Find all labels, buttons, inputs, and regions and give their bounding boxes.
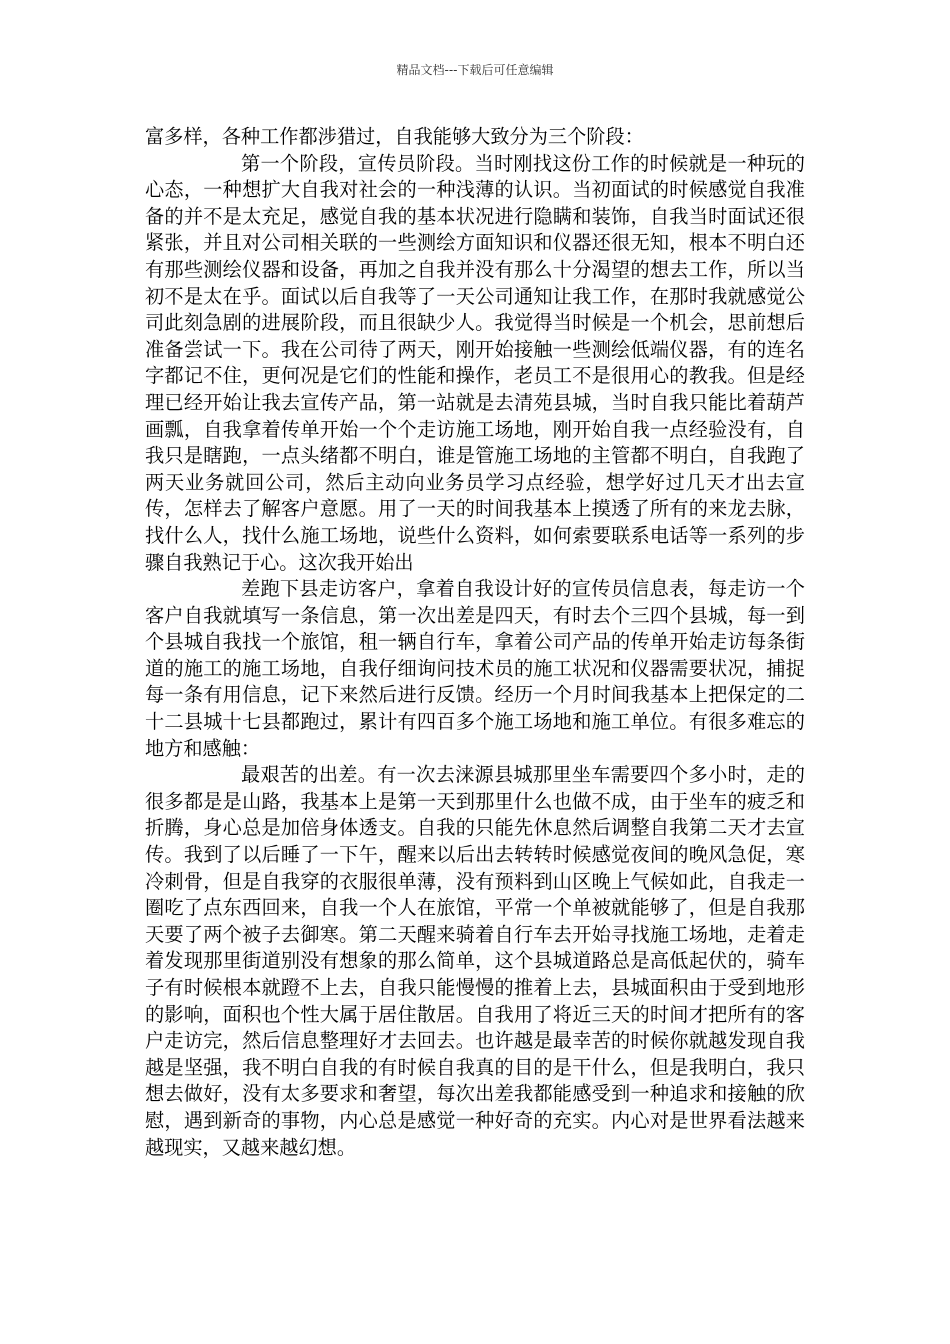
paragraph-stage-one: 第一个阶段，宣传员阶段。当时刚找这份工作的时候就是一种玩的心态，一种想扩大自我对社会的一种浅薄的认识。当初面试的时候感觉自我准备的并不是太充足，感觉自我的基本状况进行隐瞒和装饰，自我当时面试还很紧张，并且对公司相关联的一些测绘方面知识和仪器还很无知，根本不明白还有那些测绘仪器和设备，再加之自我并没有那么十分渴望的想去工作，所以当初不是太在乎。面试以后自我等了一天公司通知让我工作，在那时我就感觉公司此刻急剧的进展阶段，而且很缺少人。我觉得当时候是一个机会，思前想后准备尝试一下。我在公司待了两天，刚开始接触一些测绘低端仪器，有的连名字都记不住，更何况是它们的性能和操作，老员工不是很用心的教我。但是经理已经开始让我去宣传产品，第一站就是去清苑县城，当时自我只能比着葫芦画瓢，自我拿着传单开始一个个走访施工场地，刚开始自我一点经验没有，自我只是瞎跑，一点头绪都不明白，谁是管施工场地的主管都不明白，自我跑了两天业务就回公司，然后主动向业务员学习点经验，想学好过几天才出去宣传，怎样去了解客户意愿。用了一天的时间我基本上摸透了所有的来龙去脉，找什么人，找什么施工场地，说些什么资料，如何索要联系电话等一系列的步骤自我熟记于心。这次我开始出 (145, 151, 805, 574)
paragraph-hardest-trip: 最艰苦的出差。有一次去涞源县城那里坐车需要四个多小时，走的很多都是是山路，我基本上是第一天到那里什么也做不成，由于坐车的疲乏和折腾，身心总是加倍身体透支。自我的只能先休息然后调整自我第二天才去宣传。我到了以后睡了一下午，醒来以后出去转转时候感觉夜间的晚风急促，寒冷刺骨，但是自我穿的衣服很单薄，没有预料到山区晚上气候如此，自我走一圈吃了点东西回来，自我一个人在旅馆，平常一个单被就能够了，但是自我那天要了两个被子去御寒。第二天醒来骑着自行车去开始寻找施工场地，走着走着发现那里街道别没有想象的那么简单，这个县城道路总是高低起伏的，骑车子有时候根本就蹬不上去，自我只能慢慢的推着上去，县城面积由于受到地形的影响，面积也个性大属于居住散居。自我用了将近三天的时间才把所有的客户走访完，然后信息整理好才去回去。也许越是最幸苦的时候你就越发现自我越是坚强，我不明白自我的有时候自我真的目的是干什么，但是我明白，我只想去做好，没有太多要求和奢望，每次出差我都能感受到一种追求和接触的欣慰，遇到新奇的事物，内心总是感觉一种好奇的充实。内心对是世界看法越来越现实，又越来越幻想。 (145, 763, 805, 1159)
paragraph-field-visits: 差跑下县走访客户，拿着自我设计好的宣传员信息表，每走访一个客户自我就填写一条信息，第一次出差是四天，有时去个三四个县城，每一到个县城自我找一个旅馆，租一辆自行车，拿着公司产品的传单开始走访每条街道的施工的施工场地，自我仔细询问技术员的施工状况和仪器需要状况，捕捉每一条有用信息，记下来然后进行反馈。经历一个月时间我基本上把保定的二十二县城十七县都跑过，累计有四百多个施工场地和施工单位。有很多难忘的地方和感触： (145, 577, 805, 760)
document-body (145, 124, 805, 1161)
page-header: 精品文档---下载后可任意编辑 (396, 63, 554, 77)
paragraph-continuation: 富多样，各种工作都涉猎过，自我能够大致分为三个阶段： (145, 125, 644, 148)
